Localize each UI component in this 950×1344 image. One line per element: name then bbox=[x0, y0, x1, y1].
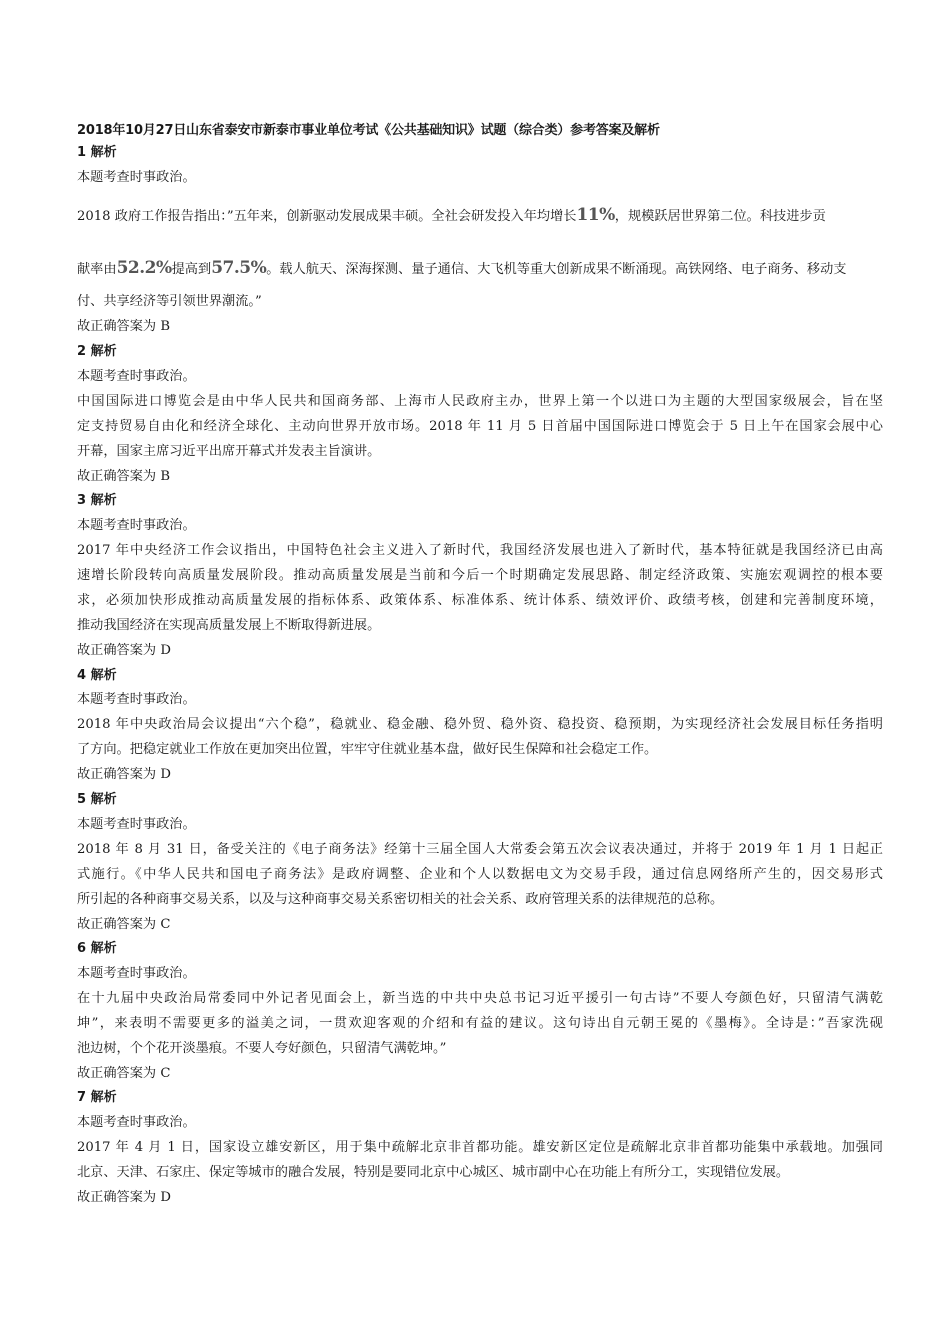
q1-text: 献率由 bbox=[77, 262, 117, 277]
q6-answer: 故正确答案为 C bbox=[77, 1066, 171, 1081]
q6-para-line-1: 在十九届中央政治局常委同中外记者见面会上，新当选的中共中央总书记习近平援引一句古诗”不要人夸颜色好，只留清气满乾 bbox=[77, 991, 883, 1006]
q4-heading: 4 解析 bbox=[77, 668, 117, 683]
q3-para-line-3: 求，必须加快形成推动高质量发展的指标体系、政策体系、标准体系、统计体系、绩效评价、政绩考核，创建和完善制度环境， bbox=[77, 593, 883, 608]
q1-answer: 故正确答案为 B bbox=[77, 319, 171, 334]
q5-heading: 5 解析 bbox=[77, 792, 117, 807]
q1-intro: 本题考查时事政治。 bbox=[77, 170, 196, 185]
q1-text: 提高到 bbox=[171, 262, 212, 277]
q3-answer: 故正确答案为 D bbox=[77, 643, 171, 658]
q2-intro: 本题考查时事政治。 bbox=[77, 369, 196, 384]
q3-heading: 3 解析 bbox=[77, 493, 117, 508]
q6-heading: 6 解析 bbox=[77, 941, 117, 956]
q3-para-line-4: 推动我国经济在实现高质量发展上不断取得新进展。 bbox=[77, 618, 381, 633]
q3-para-line-2: 速增长阶段转向高质量发展阶段。推动高质量发展是当前和今后一个时期确定发展思路、制定经济政策、实施宏观调控的根本要 bbox=[77, 568, 883, 583]
q5-para-line-2: 式施行。《中华人民共和国电子商务法》是政府调整、企业和个人以数据电文为交易手段，通过信息网络所产生的，因交易形式 bbox=[77, 867, 883, 882]
q5-answer: 故正确答案为 C bbox=[77, 917, 171, 932]
q1-text: 。载人航天、深海探测、量子通信、大飞机等重大创新成果不断涌现。高铁网络、电子商务、移动支 bbox=[266, 262, 847, 277]
q1-value-57pct: 57.5% bbox=[211, 258, 267, 278]
q2-answer: 故正确答案为 B bbox=[77, 469, 171, 484]
q2-para-line-3: 开幕，国家主席习近平出席开幕式并发表主旨演讲。 bbox=[77, 444, 381, 459]
q1-text: 2018 政府工作报告指出：”五年来，创新驱动发展成果丰硕。全社会研发投入年均增长 bbox=[77, 209, 577, 224]
q2-para-line-2: 定支持贸易自由化和经济全球化、主动向世界开放市场。2018 年 11 月 5 日首届中国国际进口博览会于 5 日上午在国家会展中心 bbox=[77, 419, 883, 434]
q4-answer: 故正确答案为 D bbox=[77, 767, 171, 782]
q7-para-line-2: 北京、天津、石家庄、保定等城市的融合发展，特别是要同北京中心城区、城市副中心在功能上有所分工，实现错位发展。 bbox=[77, 1165, 790, 1180]
q7-intro: 本题考查时事政治。 bbox=[77, 1115, 196, 1130]
q1-text: ，规模跃居世界第二位。科技进步贡 bbox=[614, 209, 826, 224]
q2-para-line-1: 中国国际进口博览会是由中华人民共和国商务部、上海市人民政府主办，世界上第一个以进口为主题的大型国家级展会，旨在坚 bbox=[77, 394, 883, 409]
q3-para-line-1: 2017 年中央经济工作会议指出，中国特色社会主义进入了新时代，我国经济发展也进入了新时代，基本特征就是我国经济已由高 bbox=[77, 543, 883, 558]
q6-intro: 本题考查时事政治。 bbox=[77, 966, 196, 981]
q7-heading: 7 解析 bbox=[77, 1090, 117, 1105]
document-title: 2018年10月27日山东省泰安市新泰市事业单位考试《公共基础知识》试题（综合类）参考答案及解析 bbox=[77, 123, 660, 138]
q1-value-11pct: 11% bbox=[576, 205, 615, 225]
q7-answer: 故正确答案为 D bbox=[77, 1190, 171, 1205]
q1-para-line-1 bbox=[77, 206, 826, 226]
q1-para-line-2 bbox=[77, 259, 847, 279]
q4-para-line-2: 了方向。把稳定就业工作放在更加突出位置，牢牢守住就业基本盘，做好民生保障和社会稳定工作。 bbox=[77, 742, 658, 757]
q4-intro: 本题考查时事政治。 bbox=[77, 692, 196, 707]
q7-para-line-1: 2017 年 4 月 1 日，国家设立雄安新区，用于集中疏解北京非首都功能。雄安新区定位是疏解北京非首都功能集中承载地。加强同 bbox=[77, 1140, 883, 1155]
q2-heading: 2 解析 bbox=[77, 344, 117, 359]
q6-para-line-2: 坤”，来表明不需要更多的溢美之词，一贯欢迎客观的介绍和有益的建议。这句诗出自元朝王冕的《墨梅》。全诗是：”吾家洗砚 bbox=[77, 1016, 883, 1031]
q3-intro: 本题考查时事政治。 bbox=[77, 518, 196, 533]
q5-para-line-3: 所引起的各种商事交易关系，以及与这种商事交易关系密切相关的社会关系、政府管理关系的法律规范的总称。 bbox=[77, 892, 724, 907]
q1-para-line-3: 付、共享经济等引领世界潮流。” bbox=[77, 294, 262, 309]
q6-para-line-3: 池边树，个个花开淡墨痕。不要人夸好颜色，只留清气满乾坤。” bbox=[77, 1041, 447, 1056]
q5-intro: 本题考查时事政治。 bbox=[77, 817, 196, 832]
q1-value-52pct: 52.2% bbox=[116, 258, 172, 278]
q5-para-line-1: 2018 年 8 月 31 日，备受关注的《电子商务法》经第十三届全国人大常委会第五次会议表决通过，并将于 2019 年 1 月 1 日起正 bbox=[77, 842, 883, 857]
q4-para-line-1: 2018 年中央政治局会议提出“六个稳”，稳就业、稳金融、稳外贸、稳外资、稳投资、稳预期，为实现经济社会发展目标任务指明 bbox=[77, 717, 883, 732]
q1-heading: 1 解析 bbox=[77, 145, 117, 160]
